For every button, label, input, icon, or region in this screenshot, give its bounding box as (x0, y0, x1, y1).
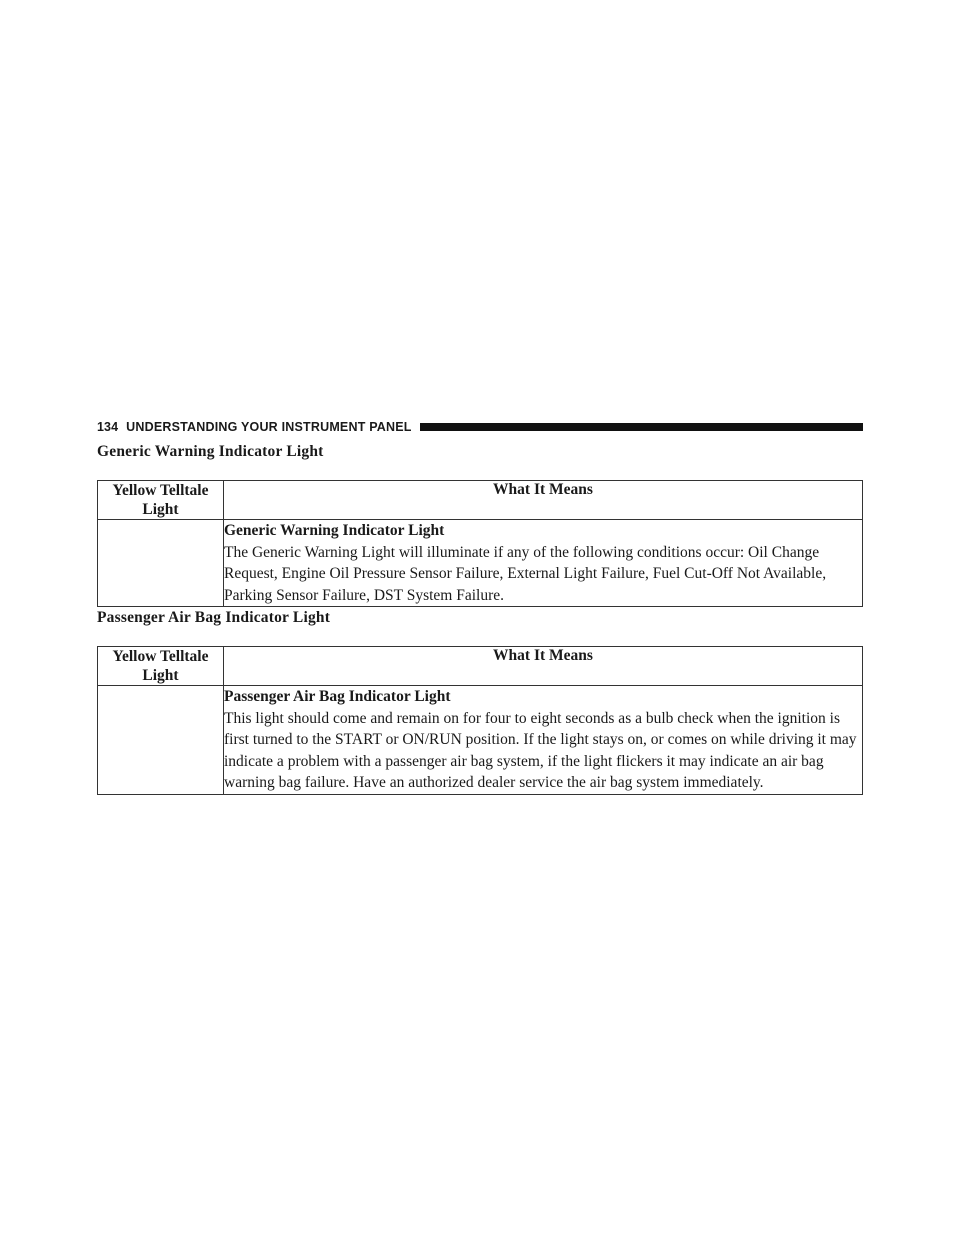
description-title: Passenger Air Bag Indicator Light (224, 688, 451, 705)
table-row (98, 686, 863, 795)
column-header-what-it-means: What It Means (224, 481, 863, 520)
description-text: The Generic Warning Light will illuminate if any of the following conditions occur: Oil Change Request, Engine Oil Pressure Sensor Failure, External Light Failure, Fuel Cut-Off Not Available, Parking Sensor Failure, DST System Failure. (224, 543, 827, 604)
table-row (98, 520, 863, 607)
telltale-table-passenger-air-bag (97, 646, 863, 795)
page-number: 134 (97, 420, 119, 434)
telltale-table-generic-warning (97, 480, 863, 607)
section-heading-passenger-air-bag: Passenger Air Bag Indicator Light (97, 609, 331, 626)
table-header-row (98, 481, 863, 520)
column-header-telltale: Yellow Telltale Light (98, 481, 224, 520)
column-header-telltale: Yellow Telltale Light (98, 647, 224, 686)
column-header-what-it-means: What It Means (224, 647, 863, 686)
description-cell (224, 520, 863, 607)
section-heading-generic-warning: Generic Warning Indicator Light (97, 443, 324, 460)
header-rule (420, 423, 863, 431)
telltale-icon-cell (98, 520, 224, 607)
description-text: This light should come and remain on for four to eight seconds as a bulb check when the ignition is first turned to the START or ON/RUN position. If the light stays on, or comes on while driving it may indicate a problem with a passenger air bag system, if the light flickers it may indicate an air bag warning bag failure. Have an authorized dealer service the air bag system immediately. (224, 709, 857, 792)
page-header (97, 419, 863, 435)
description-title: Generic Warning Indicator Light (224, 522, 445, 539)
chapter-title: UNDERSTANDING YOUR INSTRUMENT PANEL (126, 420, 412, 434)
telltale-icon-cell (98, 686, 224, 795)
description-cell (224, 686, 863, 795)
table-header-row (98, 647, 863, 686)
